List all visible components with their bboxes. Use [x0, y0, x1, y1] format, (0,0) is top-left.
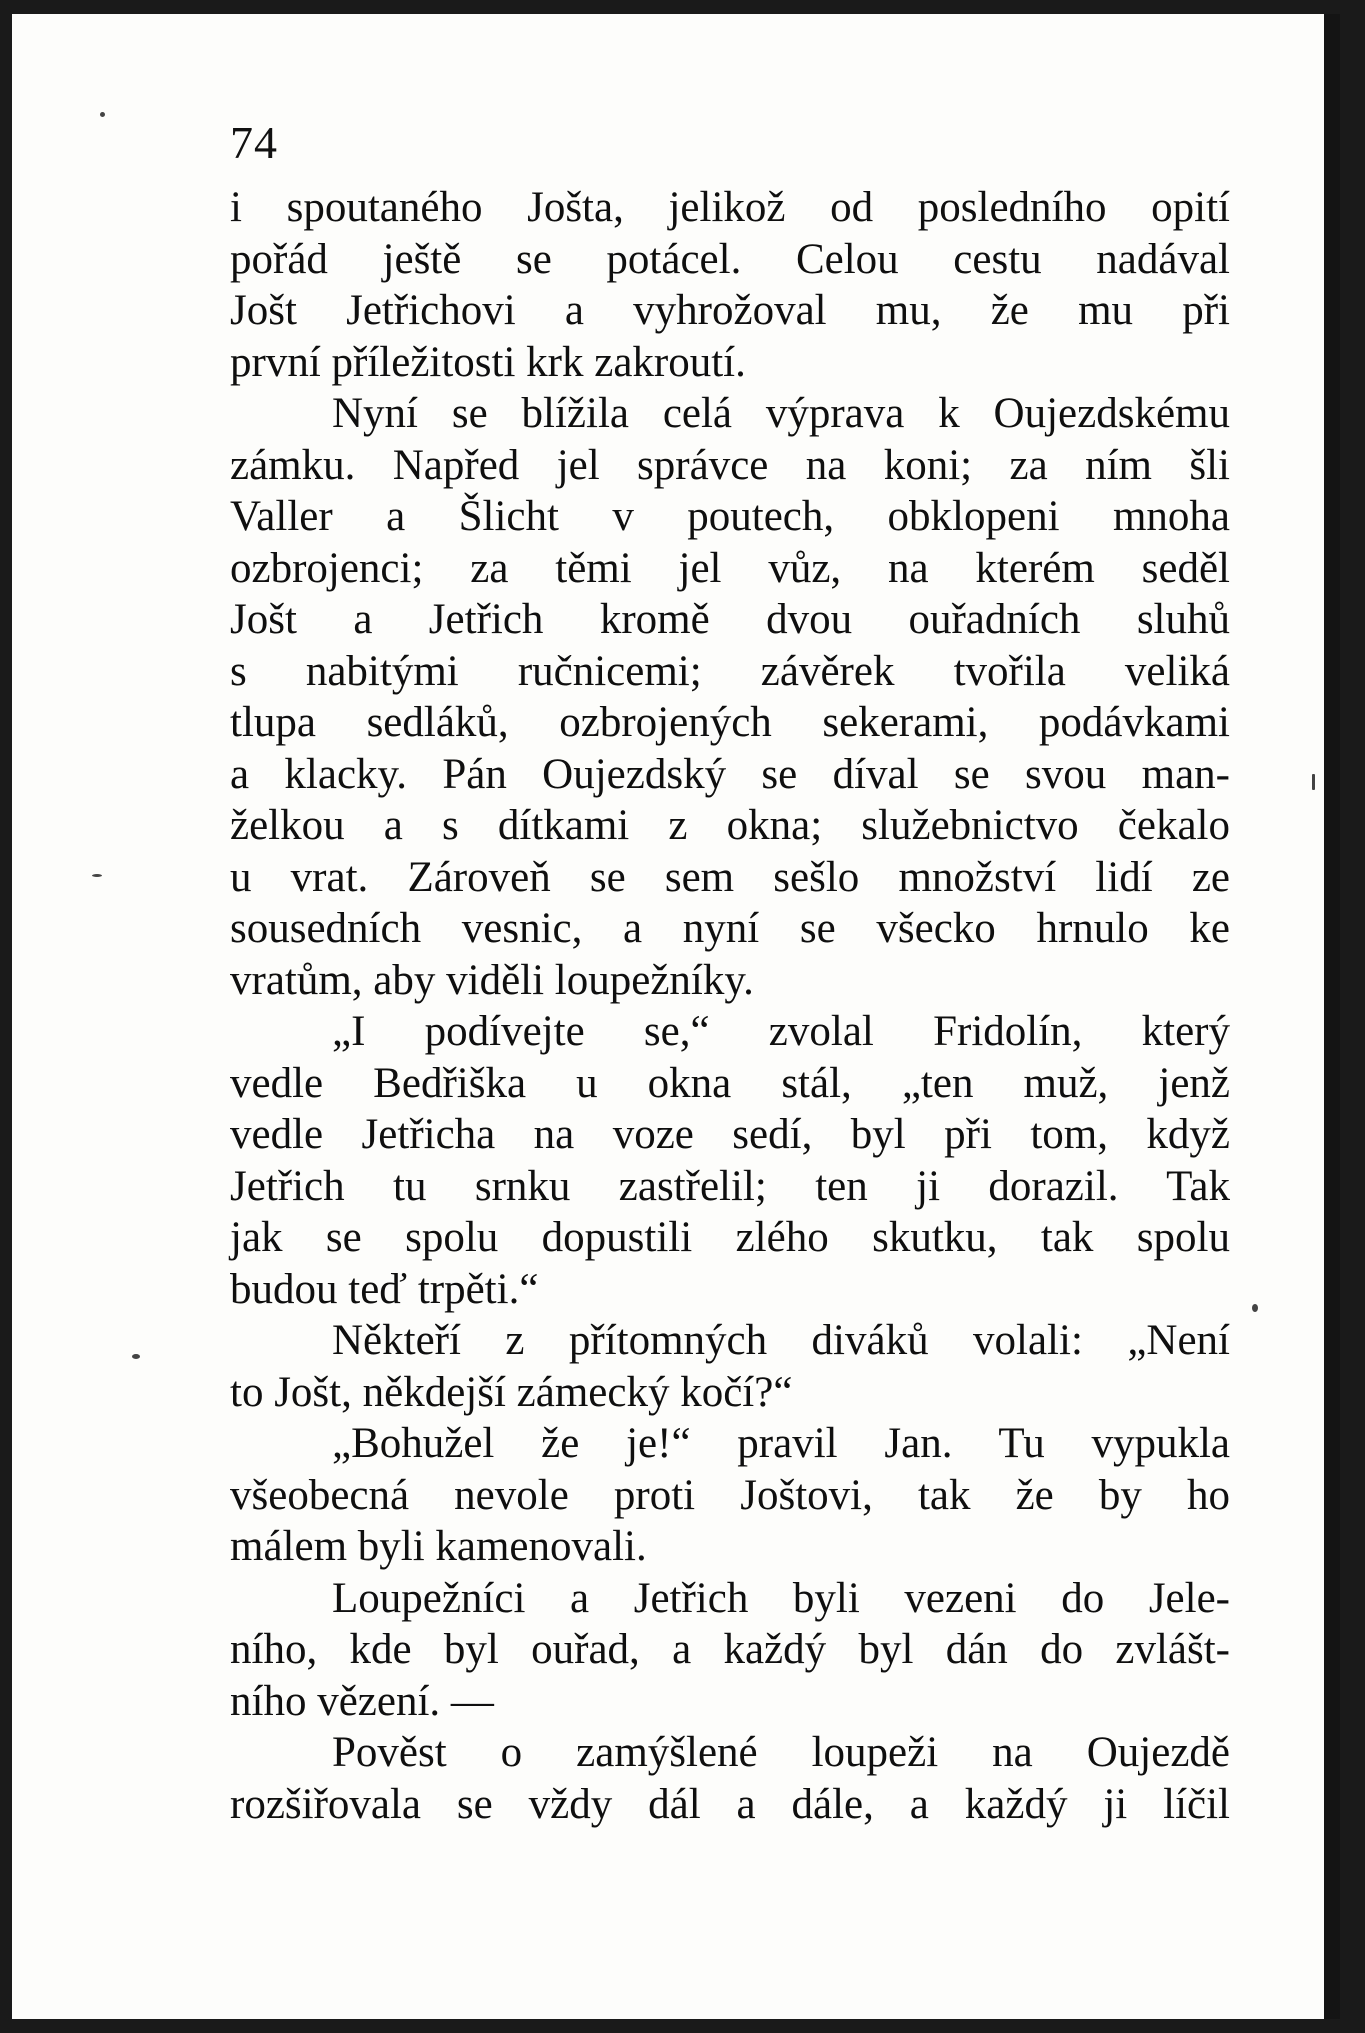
- scan-speck: [1312, 774, 1315, 790]
- text-line: Jetřich tu srnku zastřelil; ten ji dorazil. Tak: [230, 1162, 1230, 1210]
- scan-speck: [92, 874, 102, 877]
- text-line: Loupežníci a Jetřich byli vezeni do Jele-: [332, 1574, 1230, 1622]
- text-line: budou teď trpěti.“: [230, 1265, 539, 1313]
- page-edge-shadow: [1324, 14, 1340, 2019]
- text-line: Pověst o zamýšlené loupeži na Oujezdě: [332, 1729, 1230, 1776]
- text-line: tlupa sedláků, ozbrojených sekerami, podávkami: [230, 699, 1230, 746]
- text-line: zámku. Napřed jel správce na koni; za ním šli: [230, 441, 1230, 489]
- text-line: želkou a s dítkami z okna; služebnictvo čekalo: [230, 802, 1230, 849]
- text-line: Někteří z přítomných diváků volali: „Není: [332, 1317, 1230, 1364]
- text-line: ního vězení. —: [230, 1677, 494, 1725]
- text-line: sousedních vesnic, a nyní se všecko hrnulo ke: [230, 905, 1230, 952]
- text-line: Jošt a Jetřich kromě dvou ouřadních sluhů: [230, 596, 1230, 643]
- scan-speck: [100, 112, 105, 117]
- text-line: Nyní se blížila celá výprava k Oujezdskému: [332, 390, 1230, 437]
- text-line: a klacky. Pán Oujezdský se díval se svou man-: [230, 750, 1230, 798]
- text-line: s nabitými ručnicemi; závěrek tvořila veliká: [230, 647, 1230, 695]
- text-line: málem byli kamenovali.: [230, 1523, 647, 1570]
- text-line: vedle Jetřicha na voze sedí, byl při tom, když: [230, 1111, 1230, 1158]
- scan-speck: [132, 1354, 140, 1359]
- text-line: vratům, aby viděli loupežníky.: [230, 956, 754, 1004]
- text-line: i spoutaného Jošta, jelikož od posledního opití: [230, 184, 1230, 231]
- text-line: u vrat. Zároveň se sem sešlo množství lidí ze: [230, 853, 1230, 901]
- body-text: [230, 182, 1230, 1830]
- text-line: rozšiřovala se vždy dál a dále, a každý ji líčil: [230, 1780, 1230, 1828]
- text-line: to Jošt, někdejší zámecký kočí?“: [230, 1368, 793, 1416]
- text-line: ního, kde byl ouřad, a každý byl dán do zvlášt-: [230, 1626, 1230, 1673]
- page-number: 74: [230, 117, 278, 168]
- text-line: Valler a Šlicht v poutech, obklopeni mnoha: [230, 493, 1230, 540]
- text-line: první příležitosti krk zakroutí.: [230, 338, 746, 386]
- text-line: ozbrojenci; za těmi jel vůz, na kterém seděl: [230, 544, 1230, 592]
- scan-speck: [1252, 1304, 1258, 1312]
- text-line: „Bohužel že je!“ pravil Jan. Tu vypukla: [332, 1420, 1230, 1467]
- text-line: všeobecná nevole proti Joštovi, tak že by ho: [230, 1471, 1230, 1519]
- book-page: [12, 14, 1340, 2019]
- text-line: vedle Bedřiška u okna stál, „ten muž, jenž: [230, 1059, 1230, 1107]
- text-line: jak se spolu dopustili zlého skutku, tak spolu: [230, 1214, 1230, 1261]
- text-line: pořád ještě se potácel. Celou cestu nadával: [230, 235, 1230, 283]
- text-line: Jošt Jetřichovi a vyhrožoval mu, že mu při: [230, 287, 1230, 334]
- text-line: „I podívejte se,“ zvolal Fridolín, který: [332, 1008, 1230, 1055]
